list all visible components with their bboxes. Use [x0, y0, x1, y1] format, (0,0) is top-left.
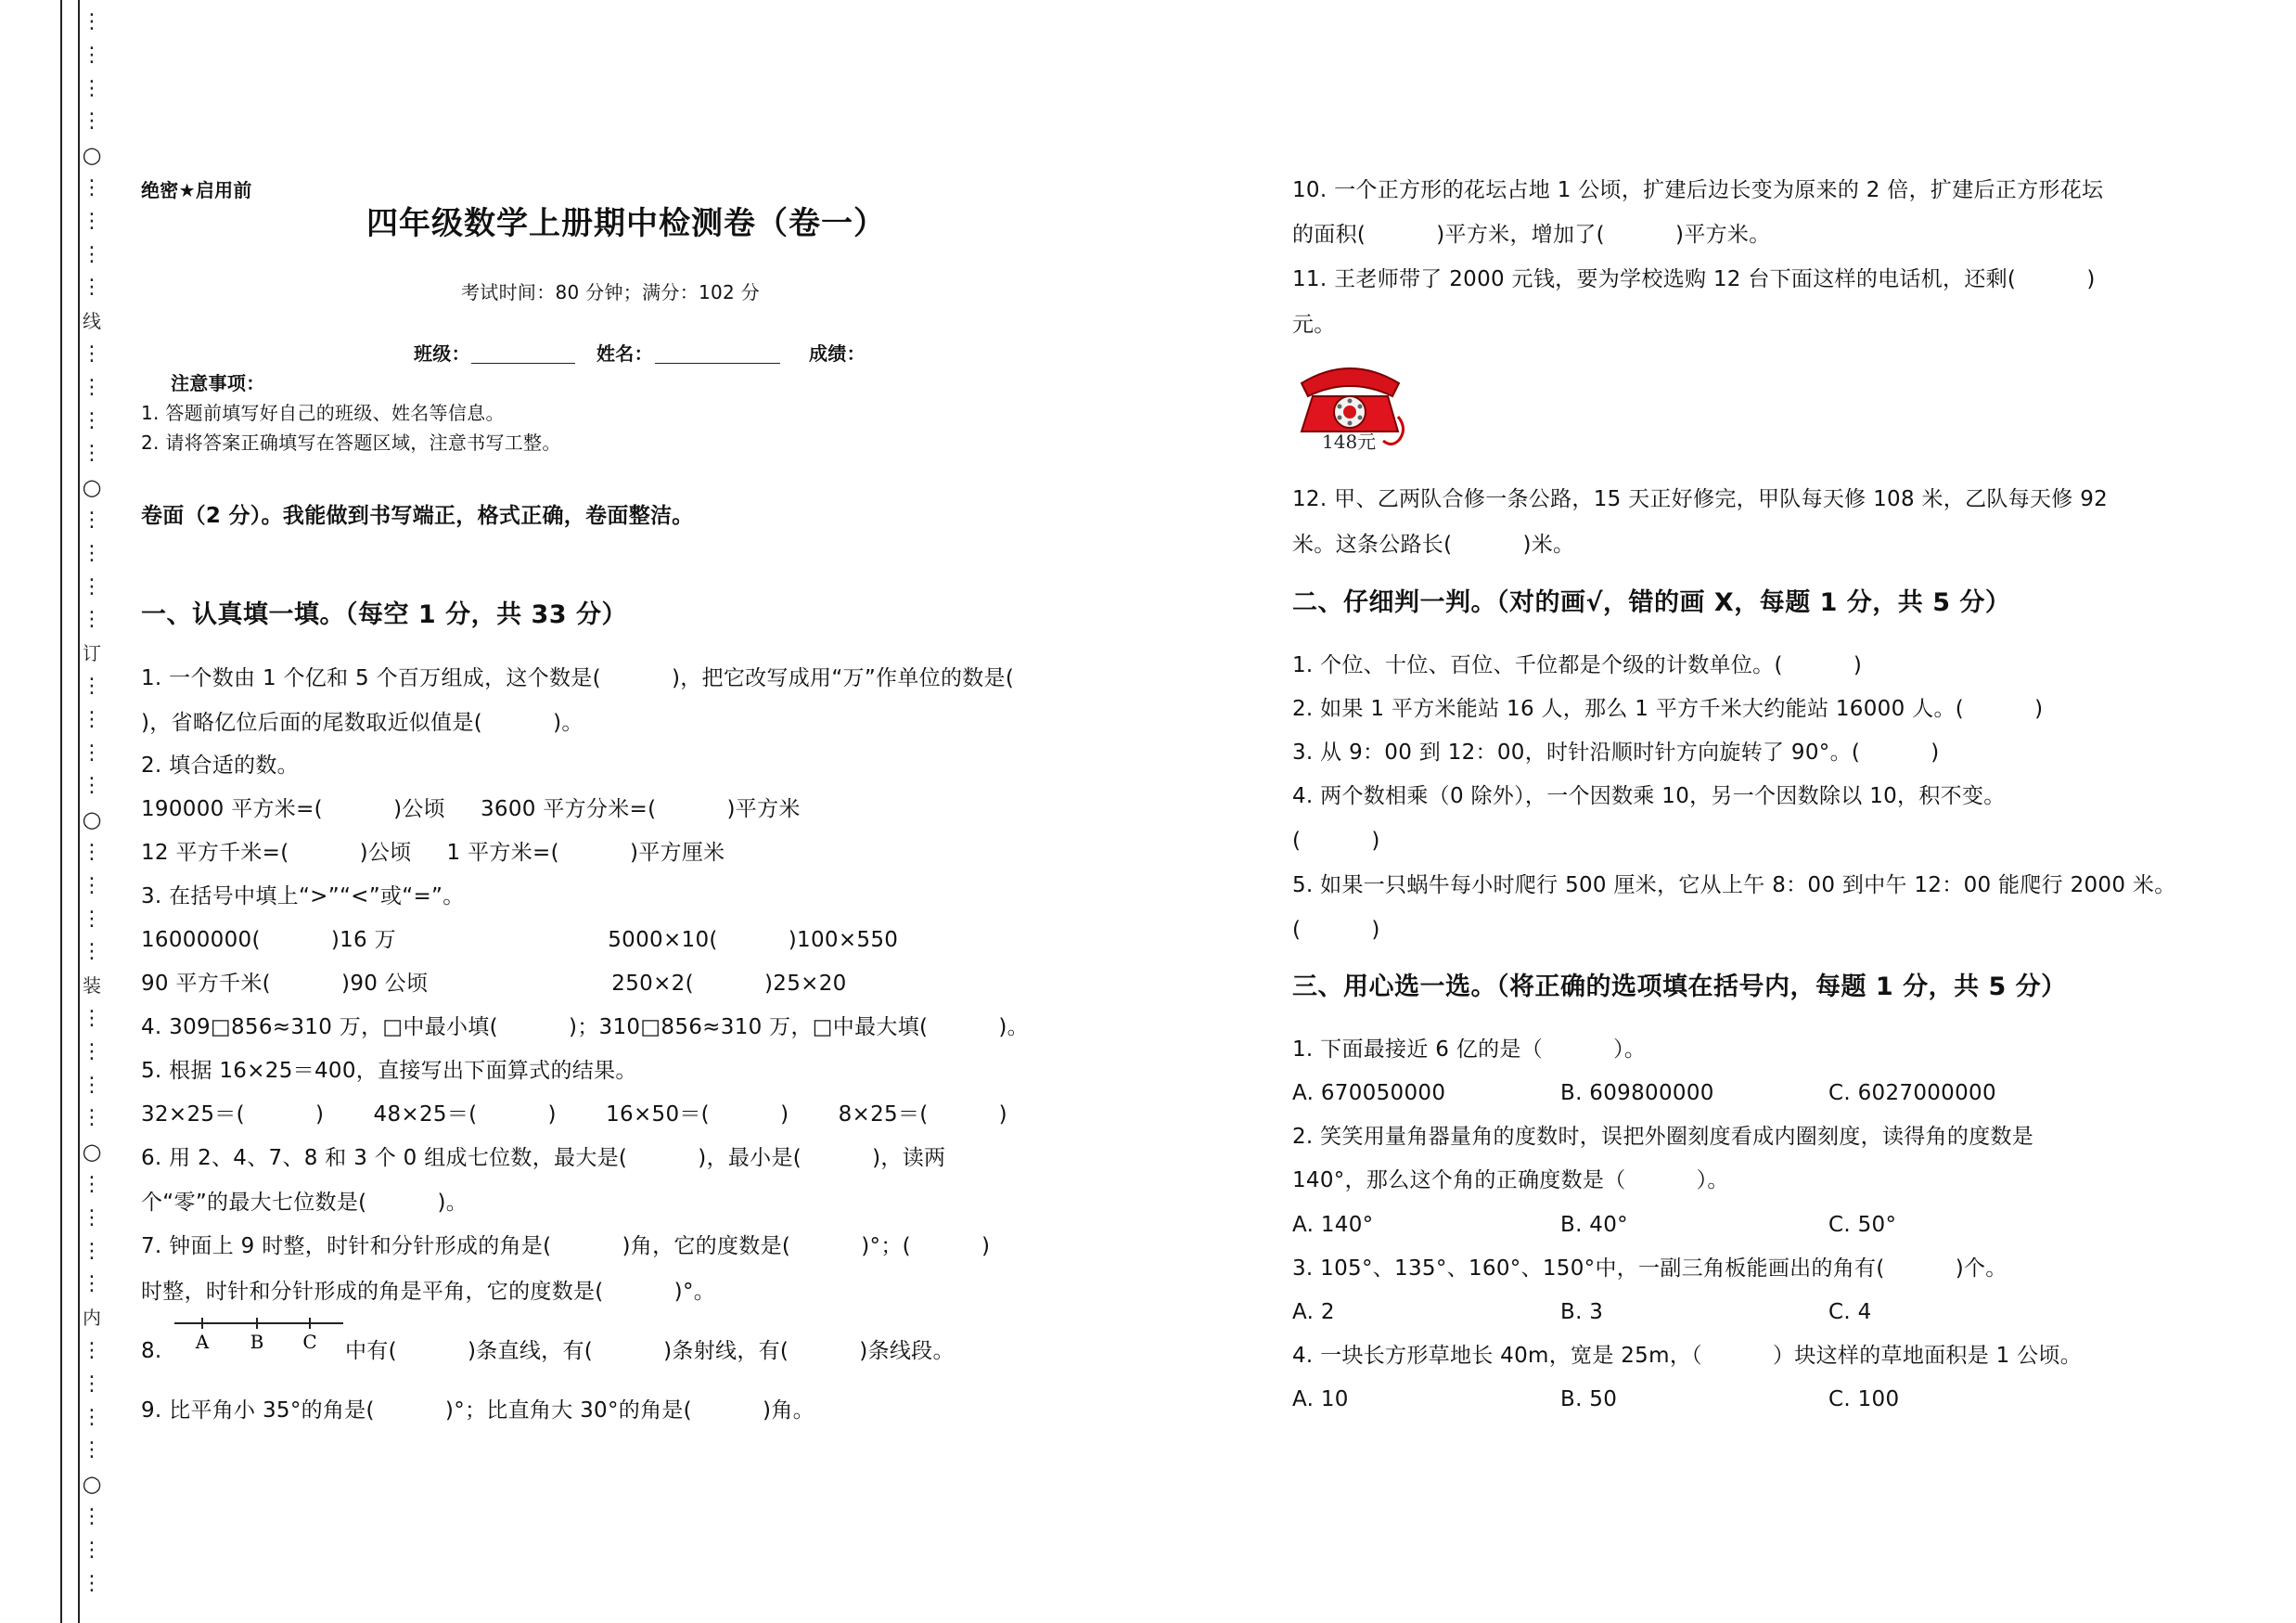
q3-row-2: 90 平方千米( )90 公顷 250×2( )25×20: [141, 972, 847, 996]
binding-char: 订: [83, 642, 101, 665]
binding-dots: ⋮: [82, 741, 102, 765]
binding-dots: ⋮: [82, 774, 102, 798]
choice-q4-option-c: C. 100: [1828, 1387, 1900, 1411]
binding-dots: ⋮: [82, 1073, 102, 1097]
binding-dots: ⋮: [82, 1405, 102, 1429]
exam-title: 四年级数学上册期中检测卷（卷一）: [366, 205, 886, 242]
q2-title: 2. 填合适的数。: [141, 754, 299, 778]
exam-info: 考试时间：80 分钟；满分：102 分: [461, 281, 761, 303]
q8-number: 8.: [141, 1339, 162, 1363]
binding-dots: ⋮: [82, 509, 102, 532]
q10-line-2: 的面积( )平方米，增加了( )平方米。: [1292, 223, 1771, 247]
q12-line-1: 12. 甲、乙两队合修一条公路，15 天正好修完，甲队每天修 108 米，乙队每天修 92: [1292, 487, 2109, 511]
choice-q3-option-a: A. 2: [1292, 1300, 1335, 1324]
q6-line-2: 个“零”的最大七位数是( )。: [141, 1191, 468, 1215]
q5-title: 5. 根据 16×25＝400，直接写出下面算式的结果。: [141, 1059, 637, 1083]
secret-label: 绝密★启用前: [141, 179, 252, 201]
binding-dots: ⋮: [82, 1039, 102, 1063]
phone-price: 148元: [1322, 431, 1377, 453]
binding-dots: ⋮: [82, 109, 102, 134]
binding-dots: ⋮: [82, 342, 102, 366]
q5-row: 32×25＝( ) 48×25＝( ) 16×50＝( ) 8×25＝( ): [141, 1102, 1007, 1127]
binding-dots: ⋮: [82, 1339, 102, 1362]
q7-line-2: 时整，时针和分针形成的角是平角，它的度数是( )°。: [141, 1280, 716, 1304]
binding-dots: ⋮: [82, 940, 102, 964]
binding-dots: ⋮: [82, 873, 102, 897]
q6-line-1: 6. 用 2、4、7、8 和 3 个 0 组成七位数，最大是( )，最小是( )，读两: [141, 1146, 946, 1170]
binding-dots: ⋮: [82, 10, 102, 33]
binding-dots: ⋮: [82, 1538, 102, 1562]
binding-dots: ⋮: [82, 1106, 102, 1130]
choice-q3-option-b: B. 3: [1560, 1300, 1604, 1324]
binding-line: [60, 0, 62, 1623]
binding-dots: ⋮: [82, 76, 102, 100]
section2-title: 二、仔细判一判。（对的画√，错的画 X，每题 1 分，共 5 分）: [1292, 588, 2011, 617]
binding-dots: ⋮: [82, 276, 102, 300]
choice-q3: 3. 105°、135°、160°、150°中，一副三角板能画出的角有( )个。: [1292, 1256, 2007, 1281]
judge-q3: 3. 从 9：00 到 12：00，时针沿顺时针方向旋转了 90°。( ): [1292, 741, 1940, 765]
choice-q2-line-1: 2. 笑笑用量角器量角的度数时，误把外圈刻度看成内圈刻度，读得角的度数是: [1292, 1125, 2034, 1149]
binding-dots: ⋮: [82, 707, 102, 731]
judge-q4-line-2: ( ): [1292, 829, 1380, 853]
label-c: C: [302, 1331, 317, 1353]
choice-q2-line-2: 140°，那么这个角的正确度数是（ ）。: [1292, 1168, 1729, 1192]
binding-circle: ○: [82, 1471, 102, 1498]
binding-dots: ⋮: [82, 1571, 102, 1595]
choice-q3-option-c: C. 4: [1828, 1300, 1872, 1324]
binding-dots: ⋮: [82, 408, 102, 432]
judge-q2: 2. 如果 1 平方米能站 16 人，那么 1 平方千米大约能站 16000 人。( ): [1292, 697, 2044, 721]
q3-row-1: 16000000( )16 万 5000×10( )100×550: [141, 928, 899, 952]
choice-q2-option-c: C. 50°: [1828, 1213, 1897, 1237]
binding-char: 线: [83, 310, 101, 333]
choice-q2-option-b: B. 40°: [1560, 1213, 1628, 1237]
choice-q2-option-a: A. 140°: [1292, 1213, 1374, 1237]
line-segment-figure: [171, 1316, 347, 1353]
binding-dots: ⋮: [82, 1173, 102, 1196]
label-b: B: [250, 1331, 264, 1353]
binding-char: 内: [83, 1307, 101, 1330]
binding-dots: ⋮: [82, 242, 102, 266]
binding-dots: ⋮: [82, 608, 102, 632]
judge-q4-line-1: 4. 两个数相乘（0 除外），一个因数乘 10，另一个因数除以 10，积不变。: [1292, 784, 2006, 808]
note-2: 2. 请将答案正确填写在答题区域，注意书写工整。: [141, 432, 561, 454]
q10-line-1: 10. 一个正方形的花坛占地 1 公顷，扩建后边长变为原来的 2 倍，扩建后正方形花坛: [1292, 178, 2104, 202]
binding-dots: ⋮: [82, 375, 102, 399]
binding-dots: ⋮: [82, 1007, 102, 1030]
q1-line-2: )，省略亿位后面的尾数取近似值是( )。: [141, 711, 584, 735]
q1-line-1: 1. 一个数由 1 个亿和 5 个百万组成，这个数是( )，把它改写成用“万”作单位的数是(: [141, 666, 1015, 690]
class-label: 班级：: [414, 342, 470, 365]
q11-line-2: 元。: [1292, 313, 1336, 337]
binding-dots: ⋮: [82, 1505, 102, 1528]
choice-q4-option-a: A. 10: [1292, 1387, 1349, 1411]
binding-circle: ○: [82, 142, 102, 169]
note-1: 1. 答题前填写好自己的班级、姓名等信息。: [141, 402, 505, 424]
judge-q1: 1. 个位、十位、百位、千位都是个级的计数单位。( ): [1292, 653, 1863, 677]
binding-dots: ⋮: [82, 1239, 102, 1263]
binding-dots: ⋮: [82, 1205, 102, 1230]
label-a: A: [195, 1331, 210, 1353]
judge-q5-line-1: 5. 如果一只蜗牛每小时爬行 500 厘米，它从上午 8：00 到中午 12：00 能爬行 2000 米。: [1292, 873, 2176, 897]
choice-q1-option-a: A. 670050000: [1292, 1081, 1446, 1105]
binding-circle: ○: [82, 474, 102, 501]
q2-row-2: 12 平方千米=( )公顷 1 平方米=( )平方厘米: [141, 841, 725, 865]
binding-dots: ⋮: [82, 176, 102, 200]
section1-title: 一、认真填一填。（每空 1 分，共 33 分）: [141, 600, 627, 629]
binding-dots: ⋮: [82, 841, 102, 864]
binding-dots: ⋮: [82, 1372, 102, 1396]
notes-title: 注意事项：: [171, 372, 265, 394]
binding-dots: ⋮: [82, 541, 102, 565]
q7-line-1: 7. 钟面上 9 时整，时针和分针形成的角是( )角，它的度数是( )°；( ): [141, 1234, 991, 1258]
choice-q1-option-c: C. 6027000000: [1828, 1081, 1996, 1105]
choice-q4: 4. 一块长方形草地长 40m，宽是 25m，（ ）块这样的草地面积是 1 公顷。: [1292, 1344, 2083, 1368]
q8-text: 中有( )条直线，有( )条射线，有( )条线段。: [345, 1339, 955, 1363]
binding-dots: ⋮: [82, 442, 102, 466]
q9: 9. 比平角小 35°的角是( )°；比直角大 30°的角是( )角。: [141, 1398, 815, 1423]
binding-dots: ⋮: [82, 907, 102, 931]
choice-q4-option-b: B. 50: [1560, 1387, 1618, 1411]
binding-dots: ⋮: [82, 574, 102, 599]
section3-title: 三、用心选一选。（将正确的选项填在括号内，每题 1 分，共 5 分）: [1292, 973, 2067, 1001]
q3-title: 3. 在括号中填上“>”“<”或“=”。: [141, 884, 465, 908]
choice-q1: 1. 下面最接近 6 亿的是（ ）。: [1292, 1037, 1647, 1062]
q11-line-1: 11. 王老师带了 2000 元钱，要为学校选购 12 台下面这样的电话机，还剩( ): [1292, 267, 2096, 291]
binding-dots: ⋮: [82, 675, 102, 698]
choice-q1-option-b: B. 609800000: [1560, 1081, 1714, 1105]
binding-dots: ⋮: [82, 1438, 102, 1462]
neatness-note: 卷面（2 分）。我能做到书写端正，格式正确，卷面整洁。: [141, 504, 694, 528]
q4: 4. 309□856≈310 万，□中最小填( )；310□856≈310 万，□中最大填( )。: [141, 1015, 1029, 1039]
name-label: 姓名：: [596, 342, 653, 365]
binding-circle: ○: [82, 1139, 102, 1166]
binding-char: 装: [83, 974, 101, 998]
binding-circle: ○: [82, 806, 102, 833]
q12-line-2: 米。这条公路长( )米。: [1292, 533, 1575, 557]
name-blank[interactable]: [655, 363, 780, 364]
binding-dots: ⋮: [82, 1272, 102, 1296]
judge-q5-line-2: ( ): [1292, 918, 1380, 942]
class-blank[interactable]: [471, 363, 575, 364]
binding-dots: ⋮: [82, 209, 102, 233]
q2-row-1: 190000 平方米=( )公顷 3600 平方分米=( )平方米: [141, 797, 801, 821]
score-label: 成绩：: [809, 342, 866, 365]
binding-dots: ⋮: [82, 43, 102, 67]
